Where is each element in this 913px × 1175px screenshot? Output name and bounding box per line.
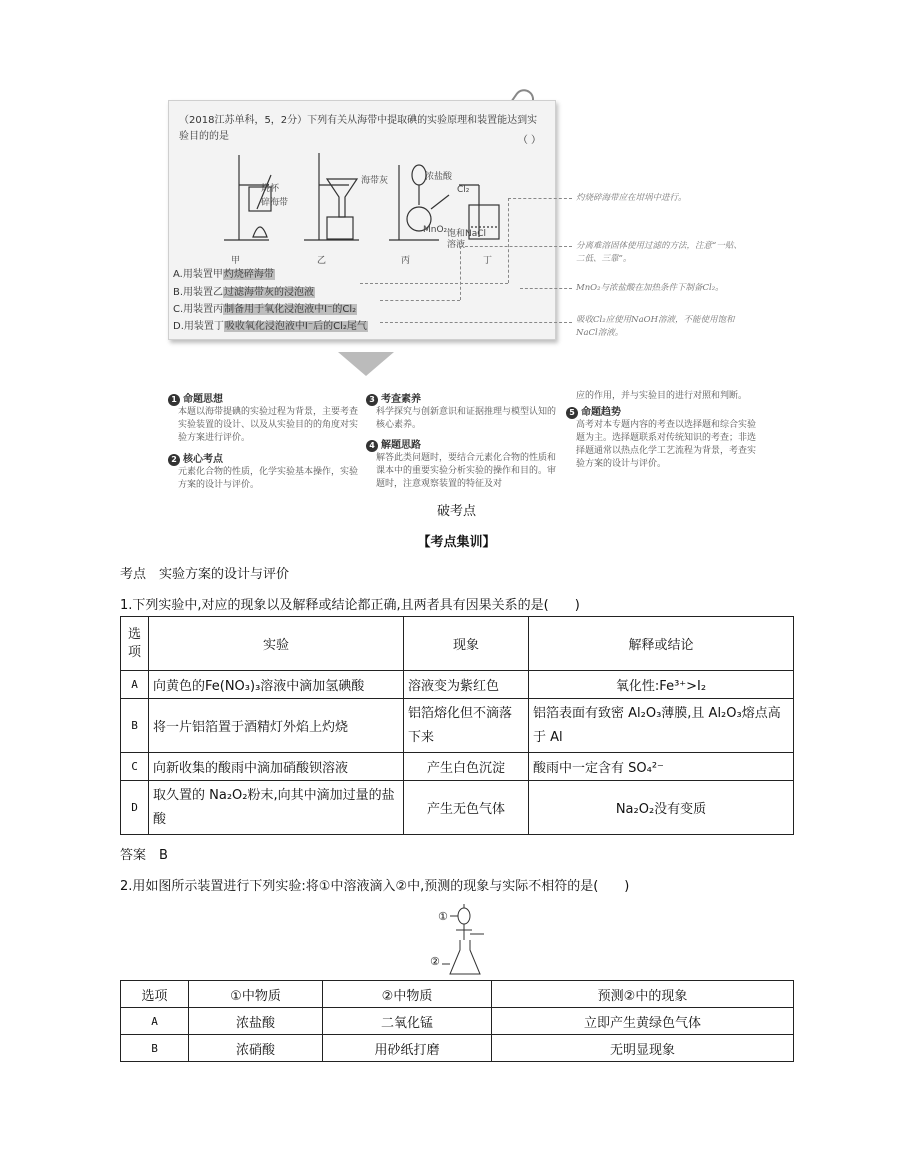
- label-conc-hcl: 浓盐酸: [425, 172, 453, 182]
- section-1: 1 命题思想 本题以海带提碘的实验过程为背景，主要考查实验装置的设计、以及从实验目的的角度对实验方案进行评价。: [168, 390, 358, 445]
- table-header-row: [121, 981, 794, 1008]
- cell-substance-1: 浓硝酸: [189, 1035, 323, 1062]
- q1-table: [120, 616, 794, 835]
- cell-conclusion: 氧化性:Fe³⁺>I₂: [529, 671, 794, 699]
- label-bing: 丙: [401, 256, 411, 266]
- question-text: （2018江苏单科，5，2分）下列有关从海带中提取碘的实验原理和装置能达到实验目的的是: [179, 115, 538, 142]
- cell-experiment: 向黄色的Fe(NO₃)₃溶液中滴加氢碘酸: [149, 671, 404, 699]
- table-row: [121, 753, 794, 781]
- cell-phenomenon: 溶液变为紫红色: [404, 671, 529, 699]
- section-4: 4 解题思路 解答此类问题时，要结合元素化合物的性质和课本中的重要实验分析实验的操作和目的。审题时，注意观察装置的特征及对: [366, 436, 556, 491]
- section-5: 应的作用，并与实验目的进行对照和判断。 5 命题趋势 高考对本专题内容的考查以选择题和综合实验题为主。选择题联系对传统知识的考查；非选择题通常以热点化学工艺流程为背景，考查实验方案的设计与评价。: [566, 390, 756, 471]
- header-cell: ①中物质: [189, 981, 323, 1008]
- header-cell: 预测②中的现象: [492, 981, 794, 1008]
- question-card: [168, 100, 556, 340]
- header-cell: 现象: [404, 617, 529, 671]
- option-c: C.用装置丙制备用于氧化浸泡液中I⁻的Cl₂: [173, 304, 357, 315]
- cell-prediction: 无明显现象: [492, 1035, 794, 1062]
- header-cell: 解释或结论: [529, 617, 794, 671]
- cell-substance-2: 二氧化锰: [323, 1008, 492, 1035]
- connector-line: [508, 198, 509, 283]
- table-row: [121, 1035, 794, 1062]
- cell-phenomenon: 产生白色沉淀: [404, 753, 529, 781]
- cell-conclusion: 酸雨中一定含有 SO₄²⁻: [529, 753, 794, 781]
- heading-kaodian-jixun: 【考点集训】: [417, 535, 496, 550]
- label-circle-1: ①: [438, 910, 448, 923]
- label-circle-2: ②: [430, 955, 440, 968]
- connector-line: [508, 198, 572, 199]
- header-cell: ②中物质: [323, 981, 492, 1008]
- connector-line: [520, 288, 572, 289]
- cell-substance-2: 用砂纸打磨: [323, 1035, 492, 1062]
- side-note-4: 吸收Cl₂应使用NaOH溶液，不能使用饱和NaCl溶液。: [576, 315, 735, 338]
- q1-answer: 答案 B: [120, 848, 168, 863]
- cell-substance-1: 浓盐酸: [189, 1008, 323, 1035]
- section-3: 3 考查素养 科学探究与创新意识和证据推理与模型认知的核心素养。: [366, 390, 556, 432]
- table-row: [121, 1008, 794, 1035]
- cell-experiment: 取久置的 Na₂O₂粉末,向其中滴加过量的盐酸: [149, 781, 404, 835]
- header-cell: 选项: [121, 981, 189, 1008]
- label-seaweed: 碎海带: [261, 198, 289, 208]
- side-note-3: MnO₂与浓盐酸在加热条件下制备Cl₂。: [576, 283, 724, 293]
- flask-apparatus-diagram: [440, 900, 500, 978]
- connector-line: [460, 246, 461, 300]
- cell-option: B: [121, 699, 149, 753]
- label-ash: 海带灰: [361, 176, 389, 186]
- cell-option: B: [121, 1035, 189, 1062]
- cell-option: D: [121, 781, 149, 835]
- cell-experiment: 向新收集的酸雨中滴加硝酸钡溶液: [149, 753, 404, 781]
- cell-phenomenon: 铝箔熔化但不滴落下来: [404, 699, 529, 753]
- label-yi: 乙: [317, 256, 327, 266]
- label-beaker: 烧杯: [261, 184, 280, 194]
- cell-conclusion: Na₂O₂没有变质: [529, 781, 794, 835]
- q1-stem: 1.下列实验中,对应的现象以及解释或结论都正确,且两者具有因果关系的是( ): [120, 598, 580, 613]
- kaodian-title: 考点 实验方案的设计与评价: [120, 567, 290, 582]
- cell-conclusion: 铝箔表面有致密 Al₂O₃薄膜,且 Al₂O₃熔点高于 Al: [529, 699, 794, 753]
- cell-option: A: [121, 1008, 189, 1035]
- connector-line: [360, 283, 508, 284]
- header-cell: 实验: [149, 617, 404, 671]
- heading-po-kaodian: 破考点: [436, 504, 476, 519]
- label-ding: 丁: [483, 256, 493, 266]
- option-a: A.用装置甲灼烧碎海带: [173, 269, 274, 280]
- down-arrow-icon: [338, 352, 394, 376]
- option-d: D.用装置丁吸收氧化浸泡液中I⁻后的Cl₂尾气: [173, 321, 367, 332]
- section-2: 2 核心考点 元素化合物的性质，化学实验基本操作，实验方案的设计与评价。: [168, 450, 358, 492]
- option-b: B.用装置乙过滤海带灰的浸泡液: [173, 287, 315, 298]
- answer-paren: （ ）: [517, 135, 541, 146]
- cell-phenomenon: 产生无色气体: [404, 781, 529, 835]
- side-note-2: 分离难溶固体使用过滤的方法，注意“一贴、二低、三靠”。: [576, 241, 742, 264]
- label-mno2: MnO₂: [423, 225, 448, 235]
- connector-line: [380, 300, 460, 301]
- table-header-row: [121, 617, 794, 671]
- label-sat-nacl: 饱和NaCl溶液: [447, 229, 487, 250]
- connector-line: [460, 246, 572, 247]
- table-row: [121, 671, 794, 699]
- label-jia: 甲: [231, 256, 241, 266]
- q2-table: [120, 980, 794, 1062]
- table-row: [121, 781, 794, 835]
- cell-experiment: 将一片铝箔置于酒精灯外焰上灼烧: [149, 699, 404, 753]
- connector-line: [380, 322, 572, 323]
- side-note-1: 灼烧碎海带应在坩埚中进行。: [576, 193, 687, 203]
- label-cl2: Cl₂: [457, 185, 470, 195]
- cell-option: A: [121, 671, 149, 699]
- header-cell: 选项: [121, 617, 149, 671]
- cell-option: C: [121, 753, 149, 781]
- cell-prediction: 立即产生黄绿色气体: [492, 1008, 794, 1035]
- table-row: [121, 699, 794, 753]
- q2-stem: 2.用如图所示装置进行下列实验:将①中溶液滴入②中,预测的现象与实际不相符的是( ): [120, 879, 630, 894]
